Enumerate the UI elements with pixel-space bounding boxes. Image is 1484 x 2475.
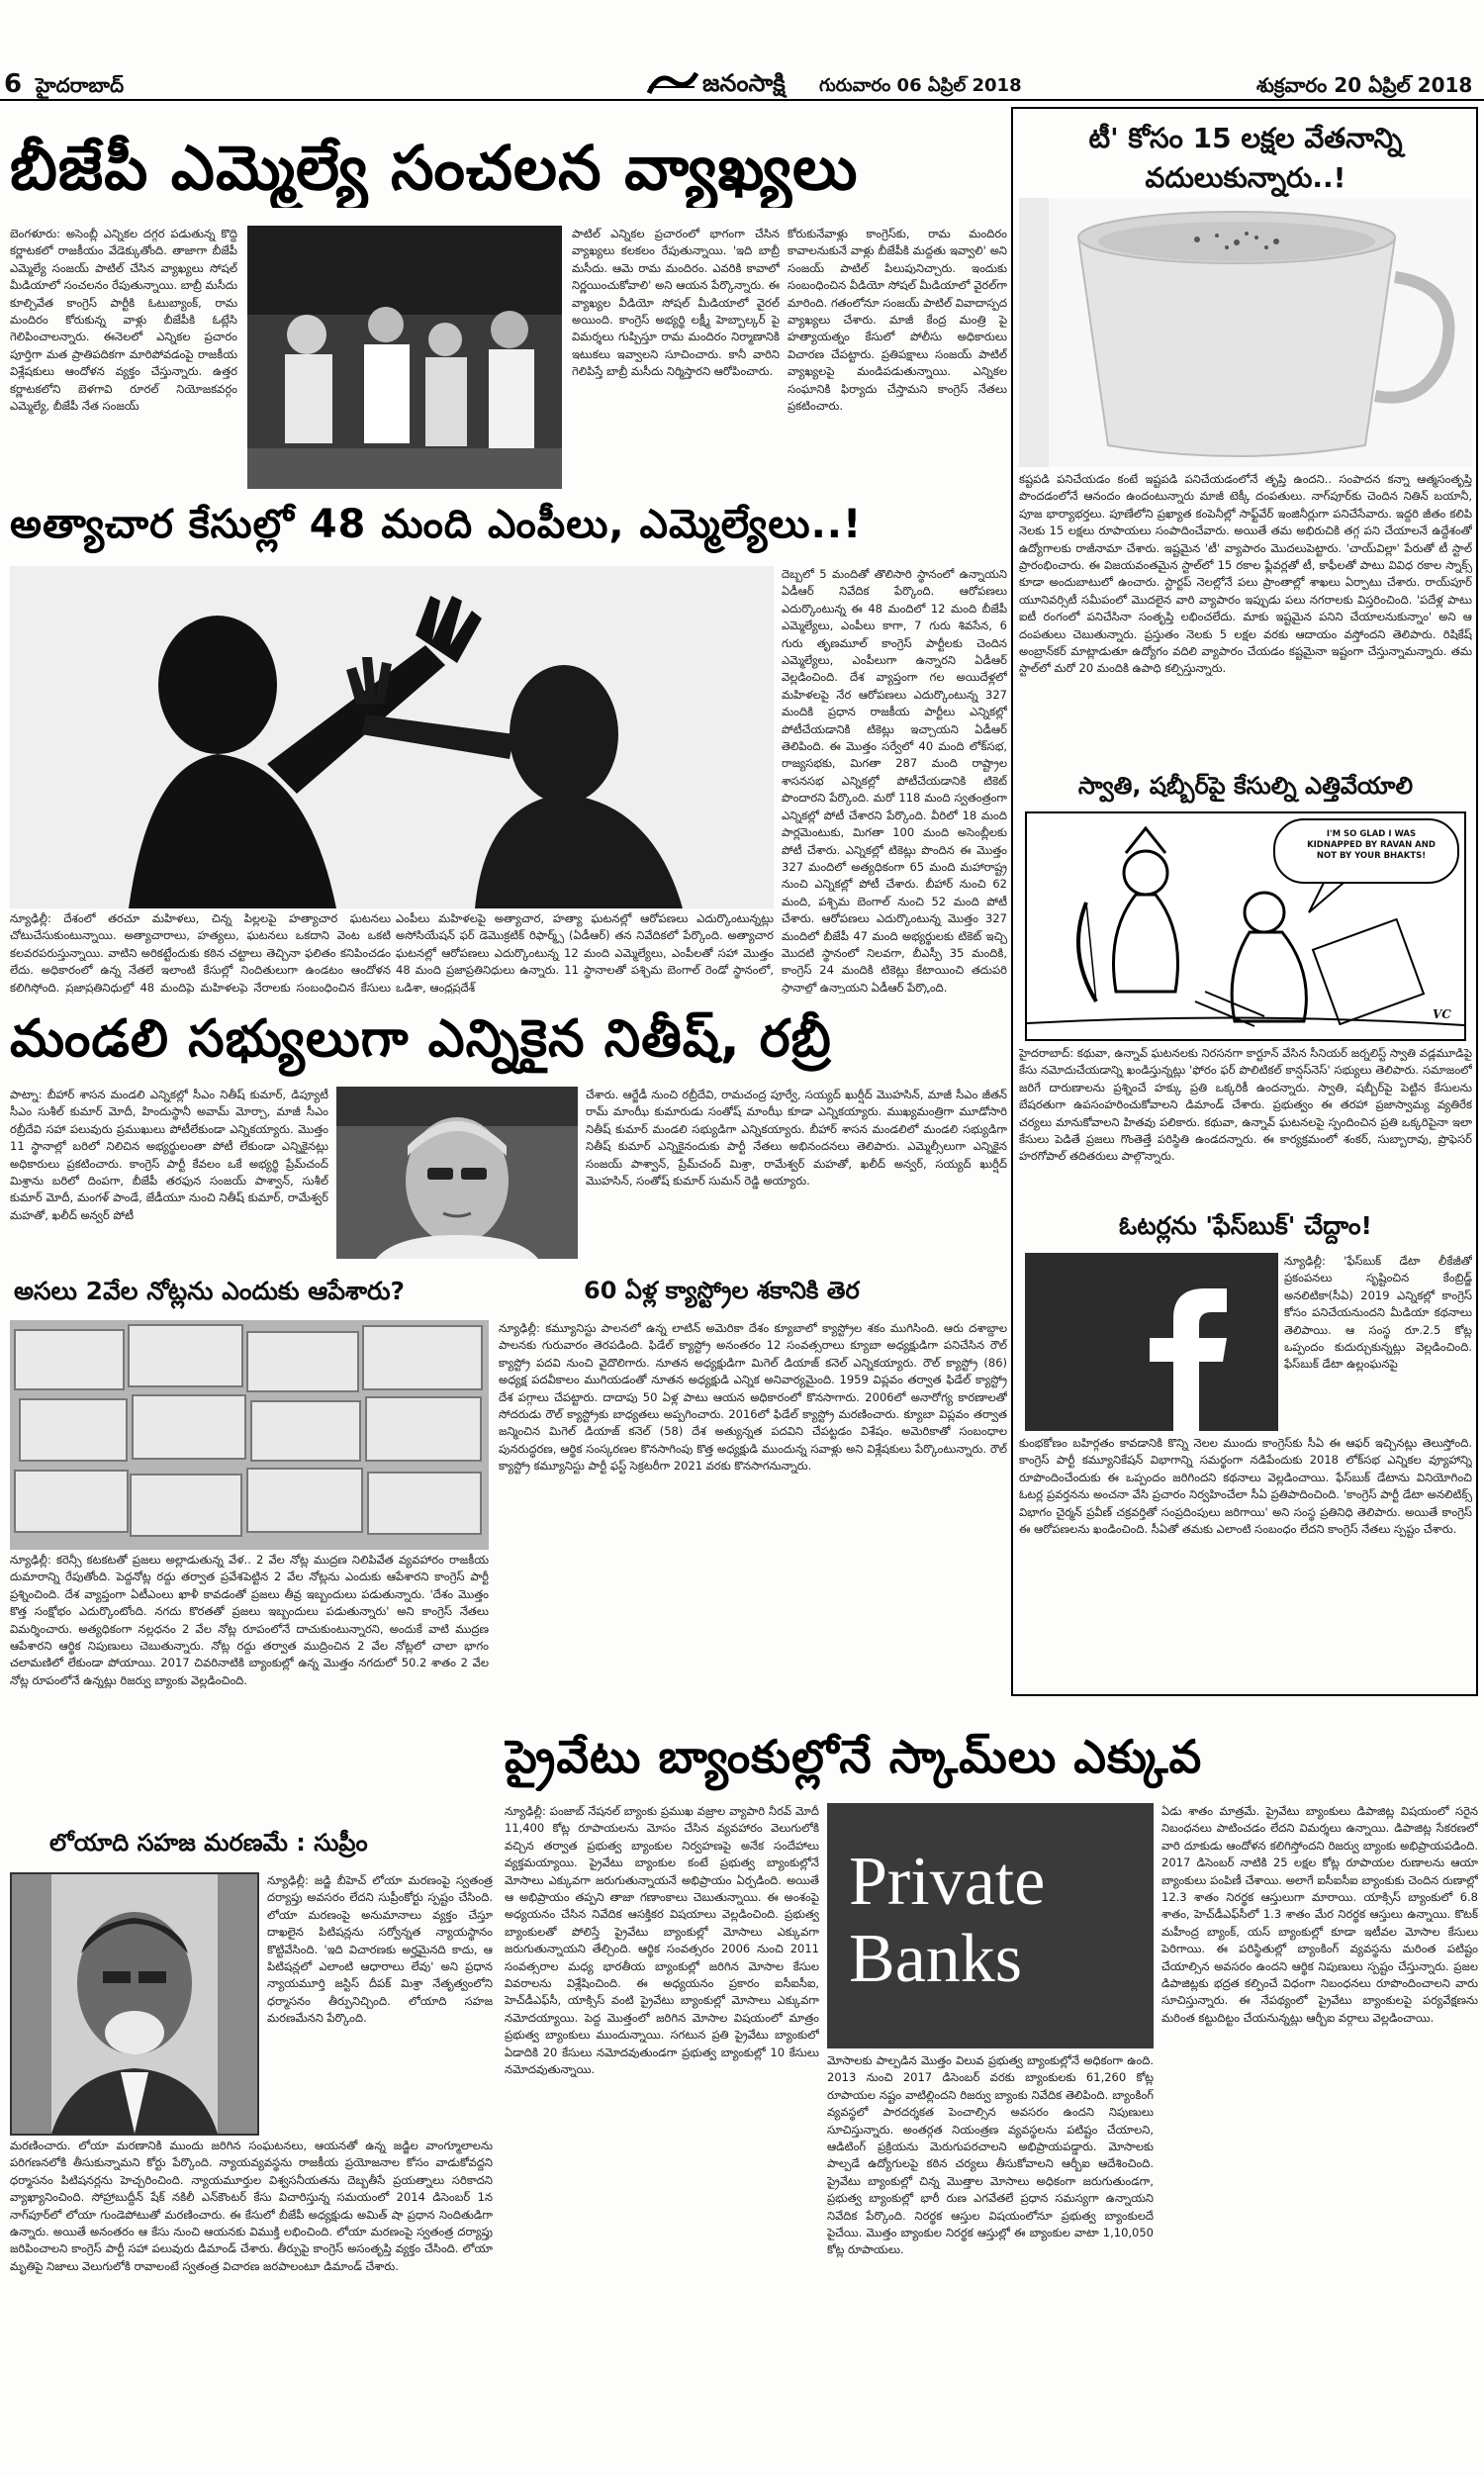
loya-bottom: మరణించారు. లోయా మరణానికి ముందు జరిగిన సంఘటనలు, ఆయనతో ఉన్న జడ్జిల వాంగ్మూలాలను పరిగణనలోకి తీసుకున్నామని కోర్టు పేర్కొంది. న్యాయవ్యవస్థను రాజకీయ ప్రయోజనాల కోసం వాడుకోవద్దని ధర్మాసనం పిటిషనర్లను హెచ్చరించింది. న్యాయమూర్తుల విశ్వసనీయతను దెబ్బతీసే ప్రయత్నాలు సరికాదని వ్యాఖ్యానించింది. సోహ్రాబుద్దీన్ షేక్ నకిలీ ఎన్‌కౌంటర్ కేసు విచారిస్తున్న సమయంలో 2014 డిసెంబర్ 1న నాగ్‌పూర్‌లో లోయా గుండెపోటుతో మరణించారు. ఈ కేసులో బీజేపీ అధ్యక్షుడు అమిత్ షా ప్రధాన నిందితుడిగా ఉన్నారు. అయితే అనంతరం ఆ కేసు నుంచి ఆయనకు విముక్తి లభించింది. లోయా మరణంపై స్వతంత్ర దర్యాప్తు జరిపించాలని కాంగ్రెస్ పార్టీ సహా పలువురు డిమాండ్ చేశారు. తీర్పుపై కాంగ్రెస్ అసంతృప్తి వ్యక్తం చేసింది. లోయా మృతిపై నిజాలు వెలుగులోకి రావాలంటే స్వతంత్ర విచారణ జరపాలంటూ డిమాండ్ చేశారు. (10, 2139, 493, 2273)
facebook-body: కుంభకోణం బహిర్గతం కావడానికి కొన్ని నెలల ముందు కాంగ్రెస్‌కు సీఏ ఈ ఆఫర్ ఇచ్చినట్లు తెలుస్తోంది. కాంగ్రెస్ పార్టీ కమ్యూనికేషన్ విభాగాన్ని సమర్థంగా నడిపేందుకు 2018 లోక్‌సభ ఎన్నికల వ్యూహాన్ని రూపొందించేందుకు ఈ ఒప్పందం జరిగిందని కథనాలు వెల్లడించాయి. ఫేస్‌బుక్ డేటాను వినియోగించి ఓటర్ల ప్రవర్తనను అంచనా వేసి ప్రచారం నిర్వహించేలా సీఏ ప్రతిపాదించింది. 'కాంగ్రెస్ పార్టీ డేటా అనలిటిక్స్ విభాగం చైర్మన్ ప్రవీణ్ చక్రవర్తితో సంప్రదింపులు జరిగాయి' అని సంస్థ ప్రతినిధి తెలిపారు. అయితే కాంగ్రెస్ ఈ ఆరోపణలను ఖండించింది. సీఏతో తమకు ఎలాంటి సంబంధం లేదని కాంగ్రెస్ నేతలు స్పష్టం చేశారు. (1019, 1436, 1472, 1537)
mps-headline: అత్యాచార కేసుల్లో 48 మంది ఎంపీలు, ఎమ్మెల్యేలు..! (10, 502, 863, 547)
swathi-body: హైదరాబాద్: కథువా, ఉన్నావ్ ఘటనలకు నిరసనగా కార్టూన్ వేసిన సీనియర్ జర్నలిస్ట్ స్వాతి వడ్లమూడిపై కేసు నమోదుచేయడాన్ని ఖండిస్తున్నట్లు 'ఫోరం ఫర్ పొలిటికల్ కాన్షస్‌నెస్' సభ్యులు తెలిపారు. సమాజంలో జరిగే దారుణాలను ప్రశ్నించే హక్కు ప్రతి ఒక్కరికీ ఉందన్నారు. స్వాతి, షబ్బీర్‌పై పెట్టిన కేసులను బేషరతుగా ఉపసంహరించుకోవాలని డిమాండ్ చేశారు. ప్రభుత్వం ఈ తరహా ప్రజాస్వామ్య వ్యతిరేక చర్యలు మానుకోవాలని హితవు పలికారు. కథువా, ఉన్నావ్ ఘటనలపై స్పందించిన ప్రతి ఒక్కరిపైనా ఇలా కేసులు పెడితే ప్రజలు గొంతెత్తే పరిస్థితి ఉండదన్నారు. ఈ కార్యక్రమంలో శంకర్, సుబ్బారావు, ప్రొఫెసర్ హరగోపాల్ తదితరులు పాల్గొన్నారు. (1019, 1046, 1472, 1164)
mps-col-right: దెబ్బలో 5 మందితో తొలిసారి స్థానంలో ఉన్నాయని ఏడీఆర్ నివేదిక పేర్కొంది. ఆరోపణలు ఎదుర్కొంటున్న ఈ 48 మందిలో 12 మంది బీజేపీ ఎమ్మెల్యేలు, ఎంపీలు కాగా, 7 గురు శివసేన, 6 గురు తృణమూల్ కాంగ్రెస్ పార్టీలకు చెందిన ఎమ్మెల్యేలు, ఎంపీలుగా ఉన్నారని ఏడీఆర్ వెల్లడించింది. దేశ వ్యాప్తంగా గల అయిదేళ్లలో మహిళలపై నేర ఆరోపణలు ఎదుర్కొంటున్న 327 మందికి ప్రధాన రాజకీయ పార్టీలు ఎన్నికల్లో పోటీచేయడానికి టికెట్లు ఇచ్చాయని ఏడీఆర్ తెలిపింది. ఈ మొత్తం సర్వేలో 40 మంది లోక్‌సభ, రాజ్యసభకు, మిగతా 287 మంది రాష్ట్రాల శాసనసభ ఎన్నికల్లో పోటీచేయడానికి టికెట్ పొందారని పేర్కొంది. మరో 118 మంది స్వతంత్రంగా ఎన్నికల్లో పోటీ చేశారని పేర్కొంది. వీరిలో 18 మంది పార్లమెంటుకు, మిగతా 100 మంది అసెంబ్లీలకు పోటీ చేశారు. ఎన్నికల్లో టికెట్లు పొందిన ఈ మొత్తం 327 మందిలో అత్యధికంగా 65 మంది మహారాష్ట్ర నుంచి ఎన్నికల్లో పోటీ చేశారు. బీహార్ నుంచి 62 మంది, పశ్చిమ బెంగాల్ నుంచి 52 మంది పోటీ చేశారు. ఆరోపణలు ఎదుర్కొంటున్న మొత్తం 327 మందిలో బీజేపీ 47 మంది అభ్యర్థులకు టికెట్ ఇచ్చి మొదటి స్థానంలో నిలవగా, బీఎస్పీ 35 మందికి, కాంగ్రెస్ 24 మందికి టికెట్లు కేటాయించి తదుపరి స్థానాల్లో ఉన్నాయని ఏడీఆర్ పేర్కొంది. (782, 567, 1007, 994)
facebook-logo-photo (1025, 1253, 1278, 1431)
cartoon-speech: I'M SO GLAD I WAS KIDNAPPED BY RAVAN AND NOT BY YOUR BHAKTS! (1307, 829, 1436, 861)
facebook-side: న్యూఢిల్లీ: 'ఫేస్‌బుక్ డేటా లీకేజీతో ప్రకంపనలు సృష్టించిన కేంబ్రిడ్జ్ అనలిటికా(సీఏ) 2019 ఎన్నికల్లో కాంగ్రెస్ కోసం పనిచేయనుందని మీడియా కథనాలు తెలిపాయి. ఆ సంస్థ రూ.2.5 కోట్ల ఒప్పందం కుదుర్చుకున్నట్లు వెల్లడించింది. ఫేస్‌బుక్ డేటా ఉల్లంఘనపై (1284, 1254, 1472, 1372)
loya-photo (10, 1872, 259, 2136)
nitish-headline: మండలి సభ్యులుగా ఎన్నికైన నితీష్, రబ్రీ (10, 1009, 832, 1069)
bjp-col-2: పాటిల్ ఎన్నికల ప్రచారంలో భాగంగా చేసిన వ్యాఖ్యలు కలకలం రేపుతున్నాయి. 'ఇది బాబ్రీ మసీదు. ఆమె రామ మందిరం. ఎవరికి కావాలో నిర్ణయించుకోవాలి' అని ఆయన పేర్కొన్నారు. ఈ వ్యాఖ్యల వీడియో సోషల్ మీడియాలో వైరల్ అయింది. కాంగ్రెస్ అభ్యర్థి లక్ష్మీ హెబ్బాల్కర్ పై విమర్శలు గుప్పిస్తూ రామ మందిరం నిర్మాణానికి ఇటుకలు ఇవ్వాలని సూచించారు. కానీ వారిని గెలిపిస్తే బాబ్రీ మసీదు నిర్మిస్తారని ఆరోపించారు. (572, 227, 780, 379)
tea-body: కష్టపడి పనిచేయడం కంటే ఇష్టపడి పనిచేయడంలోనే తృప్తి ఉందని.. సంపాదన కన్నా ఆత్మసంతృప్తి పొందడంలోనే ఆనందం ఉందంటున్నారు మాజీ టెక్కీ దంపతులు. నాగ్‌పూర్‌కు చెందిన నితిన్ బయానీ, పూజ భార్యాభర్తలు. పూణేలోని ప్రఖ్యాత కంపెనీల్లో సాఫ్ట్‌వేర్ ఇంజినీర్లుగా పనిచేసేవారు. ఇద్దరి జీతం కలిపి నెలకు 15 లక్షలు రూపాయలు సంపాదించేవారు. అయితే తమ అభిరుచికి తగ్గ పని చేయాలనే ఉద్దేశంతో ఉద్యోగాలకు రాజీనామా చేశారు. ఇష్టమైన 'టీ' వ్యాపారం మొదలుపెట్టారు. 'చాయ్‌విల్లా' పేరుతో టీ స్టాల్ ప్రారంభించారు. ఈ విజయవంతమైన స్టాల్‌లో 15 రకాల ఫ్లేవర్లతో టీ, కాఫీలతో పాటు వివిధ రకాల స్నాక్స్ కూడా అందుబాటులో ఉంచారు. స్టార్టప్ నెలల్లోనే పలు ప్రాంతాల్లో శాఖలు ఏర్పాటు చేశారు. రాయ్‌పూర్ యూనివర్సిటీ సమీపంలో మొదలైన వారి వ్యాపారం ఇప్పుడు పలు నగరాలకు విస్తరించింది. 'పదేళ్ల పాటు ఐటీ రంగంలో పనిచేసినా సంతృప్తి లభించలేదు. మాకు ఇష్టమైన పనిని చేయాలనుకున్నాం' అని ఆ దంపతులు చెబుతున్నారు. ప్రస్తుతం నెలకు 5 లక్షల వరకు ఆదాయం వస్తోందని తెలిపారు. రిషికేష్ అంబ్రాన్‌కర్ మాట్లాడుతూ ఉద్యోగం వదిలి వ్యాపారం చేయడం కష్టమైనా ఇష్టంగా చేస్తున్నామన్నారు. తమ స్టాల్‌లో మరో 20 మందికి ఉపాధి కల్పిస్తున్నారు. (1019, 472, 1472, 676)
bjp-headline: బీజేపీ ఎమ్మెల్యే సంచలన వ్యాఖ్యలు (10, 132, 859, 204)
notes-photo (10, 1320, 489, 1550)
castro-body: న్యూఢిల్లీ: కమ్యూనిస్టు పాలనలో ఉన్న లాటిన్ అమెరికా దేశం క్యూబాలో క్యాస్ట్రోల శకం ముగిసింది. ఆరు దశాబ్దాల పాలనకు గురువారం తెరపడింది. ఫిడేల్ క్యాస్ట్రో అనంతరం 12 సంవత్సరాలు క్యూబా అధ్యక్షుడిగా పనిచేసిన రౌల్ క్యాస్ట్రో పదవి నుంచి వైదొలిగారు. నూతన అధ్యక్షుడిగా మిగెల్ డియాజ్ కనెల్ ఎన్నికయ్యారు. రౌల్ క్యాస్ట్రో (86) అధ్యక్ష పదవీకాలం ముగియడంతో నూతన అధ్యక్షుడి ఎన్నిక అనివార్యమైంది. 1959 విప్లవం తర్వాత ఫిడేల్ క్యాస్ట్రో దేశ పగ్గాలు చేపట్టారు. దాదాపు 50 ఏళ్ల పాటు ఆయన అధికారంలో కొనసాగారు. 2006లో అనారోగ్య కారణాలతో సోదరుడు రౌల్ క్యాస్ట్రోకు బాధ్యతలు అప్పగించారు. 2016లో ఫిడేల్ క్యాస్ట్రో మరణించారు. క్యూబా విప్లవం తర్వాత జన్మించిన మిగెల్ డియాజ్ కనెల్ (58) దేశ అత్యున్నత పదవిని చేపట్టడం విశేషం. అమెరికాతో సంబంధాల పునరుద్ధరణ, ఆర్థిక సంస్కరణల కొనసాగింపు కొత్త అధ్యక్షుడి ముందున్న సవాళ్లు అని విశ్లేషకులు పేర్కొంటున్నారు. రౌల్ క్యాస్ట్రో కమ్యూనిస్టు పార్టీ ఫస్ట్ సెక్రటరీగా 2021 వరకు కొనసాగనున్నారు. (499, 1321, 1007, 1474)
loya-headline: లోయాది సహజ మరణమే : సుప్రీం (49, 1829, 368, 1856)
banks-photo-text-1: Private (849, 1844, 1046, 1920)
loya-col-right: న్యూఢిల్లీ: జడ్జి బీహెచ్ లోయా మరణంపై స్వతంత్ర దర్యాప్తు అవసరం లేదని సుప్రీంకోర్టు స్పష్టం చేసింది. లోయా మరణంపై అనుమానాలు వ్యక్తం చేస్తూ దాఖలైన పిటిషన్లను సర్వోన్నత న్యాయస్థానం కొట్టివేసింది. 'ఇది విచారణకు అర్హమైనది కాదు, ఆ పిటిషన్లలో ఎలాంటి ఆధారాలు లేవు' అని ప్రధాన న్యాయమూర్తి జస్టిస్ దీపక్ మిశ్రా నేతృత్వంలోని ధర్మాసనం తీర్పునిచ్చింది. లోయాది సహజ మరణమేనని పేర్కొంది. (267, 1873, 493, 2026)
nitish-photo (336, 1087, 578, 1259)
bjp-col-1: బెంగళూరు: అసెంబ్లీ ఎన్నికల దగ్గర పడుతున్న కొద్ది కర్ణాటకలో రాజకీయం వేడెక్కుతోంది. తాజాగా బీజేపీ ఎమ్మెల్యే సంజయ్ పాటిల్ చేసిన వ్యాఖ్యలు సోషల్ మీడియాలో సంచలనం రేపుతున్నాయి. బాబ్రీ మసీదు కూల్చివేత కాంగ్రెస్ పార్టీకి ఓటుబ్యాంక్, రామ మందిరం కోరుకున్న వాళ్లు బీజేపీకి ఓట్లేసి గెలిపించాలన్నారు. ఈనెలలో ఎన్నికల ప్రచారం పూర్తిగా మత ప్రాతిపదికగా మారిపోవడంపై రాజకీయ విశ్లేషకులు ఆందోళన వ్యక్తం చేస్తున్నారు. ఉత్తర కర్ణాటకలోని బెళగావి రూరల్ నియోజకవర్గం ఎమ్మెల్యే, బీజేపీ నేత సంజయ్ (10, 227, 237, 414)
tea-headline-line1: టీ' కోసం 15 లక్షల వేతనాన్ని (1088, 122, 1403, 154)
masthead (0, 0, 1484, 99)
castro-headline: 60 ఏళ్ల క్యాస్ట్రోల శకానికి తెర (584, 1277, 860, 1304)
bjp-photo (247, 226, 562, 489)
swathi-cartoon (1025, 811, 1466, 1041)
masthead-rule (0, 99, 1484, 101)
mps-photo (10, 566, 774, 908)
notes-headline: అసలు 2వేల నోట్లను ఎందుకు ఆపేశారు? (14, 1277, 406, 1305)
mps-col-left: న్యూఢిల్లీ: దేశంలో తరచూ మహిళలు, చిన్న పిల్లలపై హత్యాచార ఘటనలు చోటుచేసుకుంటున్నాయి. అత్యాచారాలు, హత్యలు, ఘటనలు ఒకదాని వెంట ఒకటి కలవరపరుస్తున్నాయి. వాటిని అరికట్టేందుకు కఠిన చట్టాలు తెచ్చినా ఫలితం కనిపించడం లేదు. అధికారంలో ఉన్న నేతలే ఇలాంటి కేసుల్లో నిందితులుగా ఉండటం ఆందోళన కలిగిస్తోంది. ప్రజాప్రతినిధుల్లో 48 మందిపై మహిళలపై నేరాలకు సంబంధించిన కేసులు (10, 911, 391, 994)
banks-col-mid: మోసాలకు పాల్పడిన మొత్తం విలువ ప్రభుత్వ బ్యాంకుల్లోనే అధికంగా ఉంది. 2013 నుంచి 2017 డిసెంబర్ వరకు బ్యాంకులకు 61,260 కోట్ల రూపాయల నష్టం వాటిల్లిందని రిజర్వు బ్యాంకు నివేదిక తెలిపింది. బ్యాంకింగ్ వ్యవస్థలో పారదర్శకత పెంచాల్సిన అవసరం ఉందని నిపుణులు సూచిస్తున్నారు. అంతర్గత నియంత్రణ వ్యవస్థలను పటిష్టం చేయాలని, ఆడిటింగ్ ప్రక్రియను మెరుగుపరచాలని అభిప్రాయపడ్డారు. మోసాలకు పాల్పడే ఉద్యోగులపై కఠిన చర్యలు తీసుకోవాలని ఆర్బీఐ ఆదేశించింది. ప్రైవేటు బ్యాంకుల్లో చిన్న మొత్తాల మోసాలు అధికంగా జరుగుతుండగా, ప్రభుత్వ బ్యాంకుల్లో భారీ రుణ ఎగవేతలే ప్రధాన సమస్యగా ఉన్నాయని నివేదిక పేర్కొంది. నిరర్థక ఆస్తుల విషయంలోనూ ప్రభుత్వ బ్యాంకులదే పైచేయి. మొత్తం బ్యాంకుల నిరర్థక ఆస్తుల్లో ఈ బ్యాంకుల వాటా 1,10,050 కోట్ల రూపాయలు. (827, 2053, 1154, 2257)
banks-photo (827, 1803, 1154, 2048)
tea-headline-line2: వదులుకున్నారు..! (1145, 161, 1346, 194)
notes-body: న్యూఢిల్లీ: కరెన్సీ కటకటతో ప్రజలు అల్లాడుతున్న వేళ.. 2 వేల నోట్ల ముద్రణ నిలిపివేత వ్యవహారం రాజకీయ దుమారాన్ని రేపుతోంది. పెద్దనోట్ల రద్దు తర్వాత ప్రవేశపెట్టిన 2 వేల నోట్లను ఎందుకు ఆపేశారని కాంగ్రెస్ పార్టీ ప్రశ్నించింది. దేశ వ్యాప్తంగా ఏటీఎంలు ఖాళీ కావడంతో ప్రజలు తీవ్ర ఇబ్బందులు పడుతున్నారు. 'దేశం మొత్తం కొత్త సంక్షోభం ఎదుర్కొంటోంది. నగదు కొరతతో ప్రజలు ఇబ్బందులు పడుతున్నారు' అని కాంగ్రెస్ నేతలు విమర్శించారు. అత్యధికంగా నల్లధనం 2 వేల నోట్ల రూపంలోనే దాచుకుంటున్నారని, అందుకే వాటి ముద్రణ ఆపేశారని ఆర్థిక నిపుణులు చెబుతున్నారు. నోట్ల రద్దు తర్వాత ముద్రించిన 2 వేల నోట్లలో చాలా భాగం చలామణిలో లేకుండా పోయాయి. 2017 చివరినాటికి బ్యాంకుల్లో ఉన్న మొత్తం నగదులో 50.2 శాతం 2 వేల నోట్ల రూపంలోనే ఉన్నట్లు రిజర్వు బ్యాంకు వెల్లడించింది. (10, 1553, 489, 1687)
page-number: 6 (4, 69, 23, 99)
tea-headline (1019, 119, 1472, 198)
banks-col-right: ఏడు శాతం మాత్రమే. ప్రైవేటు బ్యాంకులు డిపాజిట్ల విషయంలో సరైన నిబంధనలు పాటించడం లేదని విమర్శలు ఉన్నాయి. డిపాజిట్ల సేకరణలో వారి దూకుడు ఆందోళన కలిగిస్తోందని రిజర్వు బ్యాంకు అభిప్రాయపడింది. 2017 డిసెంబర్ నాటికి 25 లక్షల కోట్ల రూపాయల రుణాలను ఆయా బ్యాంకులు పంపిణీ చేశాయి. అలాగే ఐసీఐసీఐ బ్యాంకుకు చెందిన రుణాల్లో 12.3 శాతం నిరర్థక ఆస్తులుగా మారాయి. యాక్సిస్ బ్యాంకులో 6.8 శాతం, హెచ్‌డీఎఫ్‌సీలో 1.3 శాతం మేర నిరర్థక ఆస్తులు ఉన్నాయి. కొటక్ మహీంద్ర బ్యాంక్, యస్ బ్యాంకుల్లో కూడా ఇటీవల మోసాల కేసులు పెరిగాయి. ఈ పరిస్థితుల్లో బ్యాంకింగ్ వ్యవస్థను మరింత పటిష్టం చేయాల్సిన అవసరం ఉందని ఆర్థిక నిపుణులు స్పష్టం చేస్తున్నారు. ప్రజల డిపాజిట్లకు భద్రత కల్పించే విధంగా నిబంధనలు రూపొందించాలని వారు సూచిస్తున్నారు. ఈ నేపథ్యంలో ప్రైవేటు బ్యాంకులపై పర్యవేక్షణను మరింత కట్టుదిట్టం చేయనున్నట్లు ఆర్బీఐ వర్గాలు వెల్లడించాయి. (1161, 1804, 1478, 2025)
swathi-headline: స్వాతి, షబ్బీర్‌పై కేసుల్ని ఎత్తివేయాలి (1077, 772, 1414, 800)
banks-headline: ప్రైవేటు బ్యాంకుల్లోనే స్కామ్‌లు ఎక్కువ (505, 1730, 1203, 1783)
banks-photo-text-2: Banks (849, 1921, 1022, 1997)
tea-photo (1019, 198, 1472, 467)
facebook-headline: ఓటర్లను 'ఫేస్‌బుక్' చేద్దాం! (1119, 1211, 1372, 1240)
edition-date: శుక్రవారం 20 ఏప్రిల్ 2018 (1256, 73, 1473, 97)
bjp-col-3: కోరుకునేవాళ్లు కాంగ్రెస్‌కు, రామ మందిరం కావాలనుకునే వాళ్లు బీజేపీకి మద్దతు ఇవ్వాలి' అని సంజయ్ పాటిల్ పిలుపునిచ్చారు. ఇందుకు సంబంధించిన వీడియో సోషల్ మీడియాలో వైరల్‌గా మారింది. గతంలోనూ సంజయ్ పాటిల్ వివాదాస్పద వ్యాఖ్యలు చేశారు. మాజీ కేంద్ర మంత్రి పై హత్యాయత్నం కేసులో పోలీసు అధికారులు విచారణ చేపట్టారు. ప్రతిపక్షాలు సంజయ్ పాటిల్ వ్యాఖ్యలపై మండిపడుతున్నాయి. ఎన్నికల సంఘానికి ఫిర్యాదు చేస్తామని కాంగ్రెస్ నేతలు ప్రకటించారు. (788, 227, 1007, 414)
cartoon-signature: VC (1433, 1007, 1451, 1021)
paper-name: జనంసాక్షి (702, 69, 786, 97)
nitish-col-left: పాట్నా: బీహార్ శాసన మండలి ఎన్నికల్లో సీఎం నితీష్ కుమార్, డిప్యూటీ సీఎం సుశీల్ కుమార్ మోదీ, హిందుస్థానీ అవామ్ మోర్చా, మాజీ సీఎం రబ్రీదేవి సహా పలువురు ప్రముఖులు పోటీలేకుండా ఎన్నికయ్యారు. మొత్తం 11 స్థానాల్లో బరిలో నిలిచిన అభ్యర్థులంతా పోటీ లేకుండా ఎన్నికైనట్లు అధికారులు ప్రకటించారు. కాంగ్రెస్ పార్టీ కేవలం ఒకే అభ్యర్థి ప్రేమ్‌చంద్ మిశ్రాను బరిలో దింపగా, బీజేపీ తరఫున సంజయ్ పాశ్వాన్, సుశీల్ కుమార్ మోదీ, మంగళ్ పాండే, జేడీయూ నుంచి నితీష్ కుమార్, రామేశ్వర్ మహతో, ఖలీద్ అన్వర్ పోటీ (10, 1088, 328, 1222)
paper-logo (645, 69, 700, 97)
nitish-col-right: చేశారు. ఆర్జేడీ నుంచి రబ్రీదేవి, రామచంద్ర పూర్వే, సయ్యద్ ఖుర్షీద్ మొహసిన్, మాజీ సీఎం జీతన్ రామ్ మాంఝీ కుమారుడు సంతోష్ మాంఝీ కూడా ఎన్నికయ్యారు. ముఖ్యమంత్రిగా మూడోసారి నితీష్ కుమార్ మండలి సభ్యుడిగా ఎన్నికయ్యారు. బీహార్ శాసన మండలిలో మండలి సభ్యుడిగా నితీష్ కుమార్ ఎన్నికైనందుకు పార్టీ నేతలు అభినందనలు తెలిపారు. ఎమ్మెల్సీలుగా ఎన్నికైన సంజయ్ పాశ్వాన్, ప్రేమ్‌చంద్ మిశ్రా, రామేశ్వర్ మహతో, ఖలీద్ అన్వర్, సయ్యద్ ఖుర్షీద్ మొహసిన్, సంతోష్ కుమార్ సుమన్ రెడ్డి అయ్యారు. (586, 1088, 1007, 1189)
paper-date: గురువారం 06 ఏప్రిల్ 2018 (819, 75, 1022, 96)
mps-col-mid: ఎంపీలు మహిళలపై అత్యాచార, హత్యా ఘటనల్లో ఆరోపణలు ఎదుర్కొంటున్నట్లు అసోసియేషన్ ఫర్ డెమొక్రటిక్ రిఫార్మ్స్ (ఏడీఆర్) తన నివేదికలో పేర్కొంది. అత్యాచార ఘటనల్లో ఆరోపణలు ఎదుర్కొంటున్న 12 మంది ఎమ్మెల్యేలు, ఎంపీలతో సహా మొత్తం 48 మంది ప్రజాప్రతినిధులు ఉన్నారు. 11 స్థానాలతో పశ్చిమ బెంగాల్ రెండో స్థానంలో, ఒడిశా, ఆంధ్రప్రదేశ్ (396, 911, 774, 994)
city-label: హైదరాబాద్ (36, 73, 125, 97)
banks-col-left: న్యూఢిల్లీ: పంజాబ్ నేషనల్ బ్యాంకు ప్రముఖ వజ్రాల వ్యాపారి నీరవ్ మోదీ 11,400 కోట్ల రూపాయలను మోసం చేసిన వ్యవహారం వెలుగులోకి వచ్చిన తర్వాత ప్రభుత్వ బ్యాంకుల నిర్వహణపై అనేక సందేహాలు వ్యక్తమయ్యాయి. ప్రైవేటు బ్యాంకుల కంటే ప్రభుత్వ బ్యాంకుల్లోనే మోసాలు ఎక్కువగా జరుగుతున్నాయనే అభిప్రాయం ఏర్పడింది. అయితే ఆ అభిప్రాయం తప్పని తాజా గణాంకాలు చెబుతున్నాయి. ఈ అంశంపై అధ్యయనం చేసిన నివేదిక ఆసక్తికర విషయాలు వెల్లడించింది. ప్రభుత్వ బ్యాంకులతో పోలిస్తే ప్రైవేటు బ్యాంకుల్లో మోసాలు ఎక్కువగా జరుగుతున్నాయని తేల్చింది. ఆర్థిక సంవత్సరం 2006 నుంచి 2011 సంవత్సరాల మధ్య భారతీయ బ్యాంకుల్లో జరిగిన మోసాల కేసుల వివరాలను విశ్లేషించింది. ఈ అధ్యయనం ప్రకారం ఐసీఐసీఐ, హెచ్‌డీఎఫ్‌సీ, యాక్సిస్ వంటి ప్రైవేటు బ్యాంకుల్లో మోసాలు ఎక్కువగా నమోదయ్యాయి. పెద్ద మొత్తంలో జరిగిన మోసాల విషయంలో మాత్రం ప్రభుత్వ బ్యాంకులు ముందున్నాయి. సగటున ప్రతి ప్రైవేటు బ్యాంకులో ఏడాదికి 20 కేసులు నమోదవుతుండగా ప్రభుత్వ బ్యాంకుల్లో 10 కేసులు నమోదవుతున్నాయి. (505, 1804, 819, 2077)
